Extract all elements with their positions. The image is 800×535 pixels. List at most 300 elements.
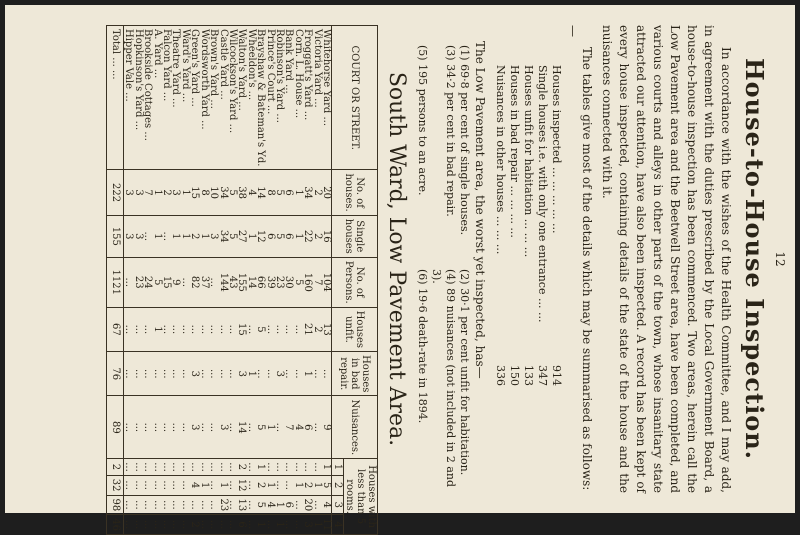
row-cell: 5	[275, 170, 284, 215]
row-cell: ...	[228, 515, 237, 535]
row-cell: 5	[256, 307, 265, 351]
row-cell: ...	[124, 257, 134, 307]
row-cell: ...	[265, 307, 274, 351]
row-cell: ...	[133, 307, 142, 351]
row-cell: ...	[124, 352, 134, 396]
total-cell: 46	[107, 515, 124, 535]
row-cell: 15	[190, 170, 199, 215]
total-cell: 89	[107, 396, 124, 459]
intro-paragraph: In accordance with the wishes of the Health Committee, and I may add, in agreement with the duties prescribed by the Local Government Board, a house-to-house inspection has been commenced. Two areas, herein call the Low Pavement area and the Beetwell Street area, have been completed, and various courts and alleys in other parts of the town, whose insanitary state attracted our attention, have also been inspected. A record has been kept of every house inspected, containing details of the state of the house and the nuisances connected with it.	[600, 25, 733, 493]
row-cell: 21	[303, 307, 312, 351]
row-cell: 39	[265, 257, 274, 307]
row-cell: 3	[237, 352, 246, 396]
total-cell: 32	[107, 475, 124, 495]
row-name: Wilcockson's Yard ...	[228, 26, 237, 170]
summary-item: Houses unfit for habitation ... ... ... 133	[522, 65, 535, 386]
row-cell: ...	[143, 352, 152, 396]
row-cell: ...	[152, 459, 161, 476]
row-cell: 6	[284, 495, 293, 515]
row-cell: ...	[162, 396, 171, 459]
row-cell: ...	[162, 307, 171, 351]
row-name: Walton's Yard ...	[237, 26, 246, 170]
row-cell: 3	[218, 396, 227, 459]
row-cell: 10	[209, 170, 218, 215]
col-persons: No. of Persons.	[332, 257, 378, 307]
row-cell: ...	[171, 495, 180, 515]
row-cell: ...	[143, 495, 152, 515]
row-cell: 12	[237, 475, 246, 495]
col-rooms-3: 3	[332, 495, 344, 515]
row-cell: 3	[133, 215, 142, 257]
row-cell: 34	[218, 215, 227, 257]
row-cell: ...	[275, 459, 284, 476]
total-cell: 67	[107, 307, 124, 351]
row-cell: ...	[199, 495, 208, 515]
row-cell: ...	[246, 495, 255, 515]
row-cell: 14	[237, 396, 246, 459]
row-cell: ...	[181, 515, 190, 535]
row-cell: 6	[303, 396, 312, 459]
row-cell: ...	[171, 475, 180, 495]
row-cell: ...	[312, 495, 321, 515]
row-cell: ...	[162, 215, 171, 257]
row-name: Green's Yard ...	[190, 26, 199, 170]
row-cell: ...	[209, 257, 218, 307]
row-cell: 155	[237, 257, 246, 307]
row-cell: ...	[171, 307, 180, 351]
row-cell: 3	[124, 170, 134, 215]
table-row	[322, 26, 332, 535]
row-cell: ...	[171, 515, 180, 535]
row-cell: 9	[171, 257, 180, 307]
row-cell: ...	[143, 459, 152, 476]
row-cell: 2	[237, 459, 246, 476]
row-cell: 14	[246, 257, 255, 307]
row-cell: ...	[199, 352, 208, 396]
row-cell: ...	[124, 495, 134, 515]
row-name: Hopkinson's Yard ...	[133, 26, 142, 170]
row-cell: 8	[199, 170, 208, 215]
row-cell: ...	[162, 459, 171, 476]
page-number: 12	[773, 251, 787, 267]
row-cell: ...	[246, 515, 255, 535]
row-cell: 34	[218, 170, 227, 215]
row-cell: ...	[143, 475, 152, 495]
row-cell: ...	[246, 307, 255, 351]
row-cell: ...	[275, 307, 284, 351]
row-cell: ...	[181, 257, 190, 307]
row-cell: ...	[181, 307, 190, 351]
row-cell: 30	[284, 257, 293, 307]
row-name: Brookside Cottages ...	[143, 26, 152, 170]
row-cell: 5	[152, 257, 161, 307]
row-cell: 5	[228, 215, 237, 257]
row-cell: 3	[190, 352, 199, 396]
row-cell: ...	[124, 515, 134, 535]
row-name: Brayshaw & Bateman's Yd.	[256, 26, 265, 170]
row-cell: ...	[190, 459, 199, 476]
row-cell: ...	[209, 307, 218, 351]
row-cell: ...	[312, 396, 321, 459]
table-row	[181, 26, 190, 535]
row-cell: 12	[256, 215, 265, 257]
row-cell: 1	[275, 515, 284, 535]
row-cell: 2	[312, 215, 321, 257]
row-cell: ...	[133, 459, 142, 476]
total-cell: 222	[107, 170, 124, 215]
row-cell: 8	[265, 170, 274, 215]
row-cell: ...	[190, 307, 199, 351]
row-cell: ...	[199, 396, 208, 459]
page-title: House-to-House Inspection.	[740, 57, 769, 461]
row-cell: ...	[284, 352, 293, 396]
row-cell: ...	[312, 352, 321, 396]
row-cell: ...	[228, 475, 237, 495]
summary-item: Houses in bad repair ... ... ... ... 150	[508, 65, 521, 386]
row-cell: 2	[312, 307, 321, 351]
row-cell: ...	[284, 307, 293, 351]
row-cell: 5	[275, 215, 284, 257]
row-cell: ...	[284, 459, 293, 476]
row-cell: ...	[209, 396, 218, 459]
row-cell: 1	[275, 495, 284, 515]
row-cell: 1	[152, 170, 161, 215]
col-unfit: Houses unfit.	[332, 307, 378, 351]
row-cell: 1	[152, 215, 161, 257]
row-cell: 1	[256, 515, 265, 535]
row-cell: 23	[133, 257, 142, 307]
row-name: Froggatt's Yard ...	[303, 26, 312, 170]
table-body	[124, 26, 332, 535]
row-cell: 13	[322, 307, 332, 351]
summary-list	[493, 25, 563, 493]
row-name: Wheeldon's ...	[246, 26, 255, 170]
row-cell: ...	[228, 459, 237, 476]
row-name: Wordsworth Yard ...	[199, 26, 208, 170]
row-cell: 23	[275, 257, 284, 307]
row-cell: ...	[124, 475, 134, 495]
row-cell: 1	[246, 352, 255, 396]
row-cell: 1	[256, 459, 265, 476]
row-name: Prince's Court ...	[265, 26, 274, 170]
table-row	[152, 26, 161, 535]
table-total-row	[107, 26, 124, 535]
table-row	[124, 26, 134, 535]
row-cell: ...	[209, 515, 218, 535]
row-cell: 16	[322, 215, 332, 257]
row-cell: 1	[218, 475, 227, 495]
row-cell: 5	[256, 495, 265, 515]
row-name: Bank Yard ...	[284, 26, 293, 170]
row-name: Hipper Vale ...	[124, 26, 134, 170]
row-cell: 2	[162, 170, 171, 215]
row-cell: 104	[322, 257, 332, 307]
row-cell: ...	[218, 515, 227, 535]
row-cell: 1	[312, 515, 321, 535]
row-cell: ...	[322, 352, 332, 396]
finding-item: (6) 19·6 death-rate in 1894.	[416, 269, 429, 424]
row-name: Ward's Yard ...	[181, 26, 190, 170]
total-cell: 98	[107, 495, 124, 515]
row-cell: ...	[246, 475, 255, 495]
finding-item: (4) 89 nuisances (not included in 2 and 3).	[430, 269, 457, 488]
row-cell: ...	[181, 396, 190, 459]
col-rooms-1: 1	[332, 459, 344, 476]
row-cell: 1	[293, 475, 302, 495]
row-cell: 1	[171, 215, 180, 257]
row-cell: 1	[199, 215, 208, 257]
row-name: A. Yard ...	[152, 26, 161, 170]
table-row	[256, 26, 265, 535]
row-cell: ...	[275, 396, 284, 459]
row-cell: 7	[284, 396, 293, 459]
row-cell: 4	[246, 170, 255, 215]
section-subtitle: South Ward, Low Pavement Area.	[384, 71, 409, 447]
table-row	[303, 26, 312, 535]
row-cell: 1	[322, 459, 332, 476]
row-cell: 34	[303, 170, 312, 215]
row-cell: ...	[209, 459, 218, 476]
row-cell: 1	[265, 396, 274, 459]
row-cell: 24	[143, 257, 152, 307]
row-cell: ...	[124, 396, 134, 459]
table-row	[143, 26, 152, 535]
row-cell: 3	[303, 515, 312, 535]
finding-item: (2) 30·1 per cent unfit for habitation.	[458, 269, 471, 476]
row-cell: 7	[312, 257, 321, 307]
row-cell: ...	[190, 495, 199, 515]
table-row	[199, 26, 208, 535]
row-cell: 1	[199, 475, 208, 495]
row-cell: ...	[133, 475, 142, 495]
total-cell: 76	[107, 352, 124, 396]
row-cell: 2	[303, 475, 312, 495]
row-name: Falcon Yard ...	[162, 26, 171, 170]
row-cell: ...	[199, 307, 208, 351]
row-cell: 2	[190, 515, 199, 535]
row-cell: 3	[171, 170, 180, 215]
table-row	[312, 26, 321, 535]
row-cell: 6	[265, 215, 274, 257]
row-cell: 14	[256, 170, 265, 215]
row-cell: 144	[218, 257, 227, 307]
row-cell: 1	[312, 475, 321, 495]
row-cell: 1	[293, 170, 302, 215]
col-houses: No. of houses.	[332, 170, 378, 215]
row-cell: 11	[322, 515, 332, 535]
row-cell: ...	[293, 459, 302, 476]
row-cell: ...	[171, 396, 180, 459]
document-page	[5, 5, 795, 531]
row-cell: 6	[237, 515, 246, 535]
row-cell: ...	[293, 495, 302, 515]
row-cell: ...	[246, 396, 255, 459]
row-cell: ...	[152, 475, 161, 495]
row-cell: ...	[228, 396, 237, 459]
row-cell: ...	[181, 459, 190, 476]
row-cell: ...	[143, 515, 152, 535]
row-cell: ...	[209, 352, 218, 396]
row-name: Corn. L. House ...	[293, 26, 302, 170]
row-cell: ...	[199, 515, 208, 535]
row-cell: ...	[293, 515, 302, 535]
row-cell: ...	[218, 459, 227, 476]
row-cell: 4	[322, 495, 332, 515]
finding-item: (5) 195 persons to an acre.	[416, 45, 429, 196]
findings-list	[415, 25, 471, 493]
row-cell: 20	[303, 495, 312, 515]
row-cell: ...	[284, 475, 293, 495]
row-cell: 1	[246, 215, 255, 257]
row-cell: 3	[133, 170, 142, 215]
row-name: Brown's Yard ...	[209, 26, 218, 170]
row-cell: ...	[162, 352, 171, 396]
row-cell: ...	[143, 215, 152, 257]
row-cell: ...	[162, 515, 171, 535]
row-name: Theatre Yard ...	[171, 26, 180, 170]
row-cell: 43	[228, 257, 237, 307]
table-row	[293, 26, 302, 535]
row-cell: 1	[303, 352, 312, 396]
row-cell: 4	[190, 475, 199, 495]
col-single: Single houses	[332, 215, 378, 257]
finding-item: (3) 34·2 per cent in bad repair.	[444, 45, 457, 217]
table-row	[237, 26, 246, 535]
row-cell: ...	[133, 396, 142, 459]
col-rooms-group: Houses with less than 5 rooms.	[344, 459, 378, 535]
inspection-table	[106, 25, 378, 535]
row-cell: 4	[265, 495, 274, 515]
summary-item: Single houses i.e. with only one entrance ... ... 347	[536, 65, 549, 386]
row-cell: 1	[181, 170, 190, 215]
row-cell: ...	[293, 352, 302, 396]
row-name: Castle Yard ...	[218, 26, 227, 170]
row-cell: 3	[209, 215, 218, 257]
summary-lead: The tables give most of the details which may be summarised as follows:—	[566, 25, 594, 491]
row-cell: 3	[190, 396, 199, 459]
row-cell: 20	[322, 170, 332, 215]
row-cell: ...	[293, 307, 302, 351]
finding-item: (1) 69·8 per cent of single houses.	[458, 45, 471, 236]
row-cell: ...	[228, 495, 237, 515]
row-name: Victoria Yard ...	[312, 26, 321, 170]
row-cell: 3	[275, 352, 284, 396]
row-cell: ...	[143, 396, 152, 459]
row-cell: 15	[162, 257, 171, 307]
row-cell: 1	[293, 215, 302, 257]
row-cell: 5	[256, 396, 265, 459]
row-cell: ...	[209, 495, 218, 515]
row-cell: ...	[265, 459, 274, 476]
summary-item: Nuisances in other houses ... ... ... 336	[494, 65, 507, 386]
row-cell: ...	[265, 352, 274, 396]
row-cell: ...	[124, 307, 134, 351]
table-row	[209, 26, 218, 535]
row-cell: ...	[228, 352, 237, 396]
row-cell: ...	[162, 495, 171, 515]
row-cell: ...	[133, 352, 142, 396]
row-cell: 66	[256, 257, 265, 307]
row-cell: ...	[181, 475, 190, 495]
row-cell: ...	[171, 459, 180, 476]
row-cell: ...	[256, 352, 265, 396]
row-cell: 7	[143, 170, 152, 215]
row-cell: 9	[322, 396, 332, 459]
row-cell: 6	[284, 170, 293, 215]
row-cell: 23	[218, 495, 227, 515]
row-cell: 5	[322, 475, 332, 495]
table-row	[275, 26, 284, 535]
row-cell: 13	[237, 495, 246, 515]
row-cell: ...	[284, 515, 293, 535]
total-cell: 2	[107, 459, 124, 476]
row-cell: ...	[218, 352, 227, 396]
row-cell: ...	[124, 459, 134, 476]
table-row	[265, 26, 274, 535]
row-name: Whitehorse Yard ...	[322, 26, 332, 170]
row-cell: ...	[152, 515, 161, 535]
row-cell: 2	[312, 170, 321, 215]
low-pavement-lead: The Low Pavement area, the worst yet inspected, has—	[473, 41, 487, 379]
row-cell: 4	[293, 396, 302, 459]
row-cell: 2	[256, 475, 265, 495]
col-nuisances: Nuisances.	[332, 396, 378, 459]
row-cell: ...	[303, 459, 312, 476]
row-cell: 1	[152, 307, 161, 351]
col-rooms-4: 4	[332, 515, 344, 535]
table-row	[171, 26, 180, 535]
row-cell: ...	[218, 307, 227, 351]
table-row	[284, 26, 293, 535]
row-cell: ...	[312, 459, 321, 476]
row-cell: ...	[171, 352, 180, 396]
row-cell: ...	[152, 396, 161, 459]
row-cell: ...	[181, 352, 190, 396]
row-cell: ...	[181, 495, 190, 515]
total-cell: 1121	[107, 257, 124, 307]
col-repair: Houses in bad repair.	[332, 352, 378, 396]
row-cell: 1	[181, 215, 190, 257]
row-cell: ...	[228, 307, 237, 351]
row-cell: ...	[152, 352, 161, 396]
table-row	[133, 26, 142, 535]
row-cell: 160	[303, 257, 312, 307]
row-cell: 3	[124, 215, 134, 257]
total-cell: 155	[107, 215, 124, 257]
row-cell: ...	[275, 475, 284, 495]
table-row	[228, 26, 237, 535]
row-cell: ...	[265, 515, 274, 535]
row-cell: ...	[246, 459, 255, 476]
row-cell: 15	[237, 307, 246, 351]
row-cell: 27	[237, 215, 246, 257]
row-name: Robinson's Yard ...	[275, 26, 284, 170]
row-cell: ...	[133, 515, 142, 535]
row-cell: ...	[143, 307, 152, 351]
row-cell: 82	[190, 257, 199, 307]
row-cell: 22	[303, 215, 312, 257]
col-rooms-2: 2	[332, 475, 344, 495]
total-label: Total ... ...	[107, 26, 124, 170]
row-cell: 37	[199, 257, 208, 307]
summary-item: Houses inspected ... ... ... ... ... 914	[550, 65, 563, 386]
row-cell: 5	[293, 257, 302, 307]
row-cell: ...	[133, 495, 142, 515]
col-court: COURT OR STREET.	[332, 26, 378, 170]
row-cell: 1	[265, 475, 274, 495]
row-cell: ...	[209, 475, 218, 495]
row-cell: ...	[199, 459, 208, 476]
